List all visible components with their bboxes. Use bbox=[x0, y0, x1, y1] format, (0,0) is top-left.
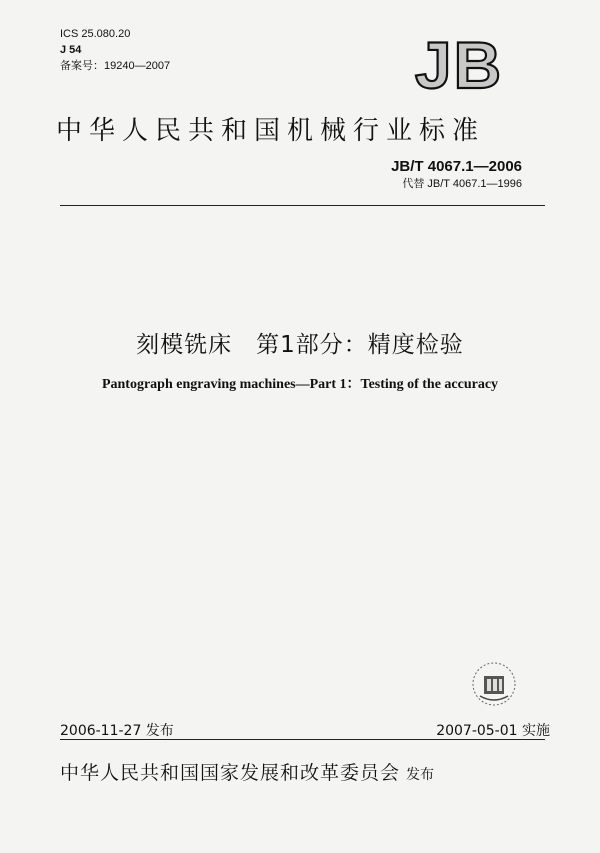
bottom-divider bbox=[60, 739, 545, 740]
jb-logo-text: JB bbox=[414, 30, 504, 96]
publish-date: 2006-11-27 发布 bbox=[60, 723, 174, 739]
implementation-date: 2007-05-01 实施 bbox=[436, 723, 550, 739]
ics-code: ICS 25.080.20 bbox=[60, 28, 131, 40]
issuer-name: 中华人民共和国国家发展和改革委员会 bbox=[60, 762, 401, 784]
top-divider bbox=[60, 205, 545, 206]
standard-number: JB/T 4067.1—2006 bbox=[391, 158, 522, 175]
document-title-en: Pantograph engraving machines—Part 1：Testing of the accuracy bbox=[101, 377, 499, 392]
jb-logo bbox=[404, 30, 514, 96]
record-number: 备案号：19240—2007 bbox=[60, 60, 171, 72]
class-code: J 54 bbox=[60, 44, 82, 56]
publisher-seal-icon bbox=[470, 660, 518, 708]
replaces-standard: 代替 JB/T 4067.1—1996 bbox=[402, 178, 522, 190]
issuing-authority bbox=[60, 758, 580, 785]
classification-block bbox=[60, 26, 170, 74]
document-title-zh: 刻模铣床 第1部分：精度检验 bbox=[136, 332, 464, 358]
standard-category-title: 中华人民共和国机械行业标准 bbox=[56, 116, 486, 146]
issuer-suffix: 发布 bbox=[406, 767, 435, 783]
